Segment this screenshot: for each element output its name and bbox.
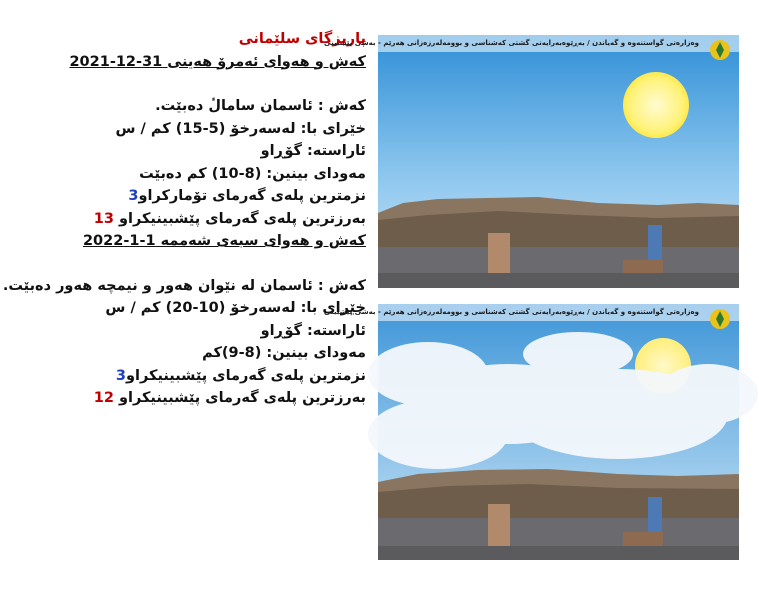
tomorrow-weather-image	[324, 304, 739, 560]
spacer	[10, 73, 366, 95]
tomorrow-heading: کەش و هەوای سبەی شەممە 1-1-2022	[82, 233, 366, 249]
tomorrow-max-temp	[10, 387, 366, 410]
today-max-value: 13	[93, 210, 114, 227]
ministry-logo-icon	[707, 37, 733, 63]
governorate-title: پاریزگای سلێمانی	[238, 31, 366, 47]
ministry-logo-icon	[707, 306, 733, 332]
sun-icon	[623, 72, 689, 138]
today-wind-direction: ئاراستە: گۆڕاو	[260, 143, 366, 159]
forecast-text	[2, 28, 366, 410]
ministry-banner: وەزارەتی گواستنەوە و گەیاندن / بەڕێوەبەرایەتی گشتی کەشناسی و بوومەلەرزەزانی هەرێم - بەشی پێشبینی	[378, 35, 739, 52]
tomorrow-min-label: نزمترین پلەی گەرمای پێشبینیکراو	[126, 367, 366, 384]
today-min-value: 3	[128, 188, 139, 204]
partly-cloudy-scene	[378, 304, 739, 560]
clear-sky-scene	[378, 35, 739, 288]
today-max-temp	[10, 208, 366, 231]
today-max-label: بەرزترین پلەی گەرمای پێشبینیکراو	[119, 210, 366, 227]
tomorrow-wind: خێرای با: لەسەرخۆ (10-20) کم / س	[105, 300, 366, 316]
tomorrow-min-value: 3	[115, 367, 127, 384]
tomorrow-min-temp	[10, 365, 366, 388]
today-min-temp	[10, 185, 366, 208]
tomorrow-max-label: بەرزترین پلەی گەرمای پێشبینیکراو	[119, 390, 366, 406]
tomorrow-visibility: مەودای بینین: (8-9)کم	[202, 345, 366, 361]
ministry-banner: وەزارەتی گواستنەوە و گەیاندن / بەڕێوەبەرایەتی گشتی کەشناسی و بوومەلەرزەزانی هەرێم - بەشی پێشبینی	[378, 304, 739, 321]
today-weather-image	[324, 35, 739, 288]
today-min-label: نزمترین پلەی گەرمای تۆمارکراو	[138, 188, 366, 204]
tomorrow-wind-direction: ئاراستە: گۆڕاو	[260, 322, 366, 339]
tomorrow-sky: کەش : ئاسمان لە نێوان هەور و نیمچە هەور دەبێت.	[2, 277, 366, 294]
today-wind: خێرای با: لەسەرخۆ (5-15) کم / س	[115, 120, 366, 137]
tomorrow-max-value: 12	[93, 390, 114, 406]
spacer	[10, 253, 366, 275]
today-visibility: مەودای بینین: (8-10) کم دەبێت	[139, 165, 366, 182]
today-sky: کەش : ئاسمان سامالٔ دەبێت.	[155, 98, 366, 114]
today-heading: کەش و هەوای ئەمرۆ هەینی 31-12-2021	[69, 53, 366, 70]
